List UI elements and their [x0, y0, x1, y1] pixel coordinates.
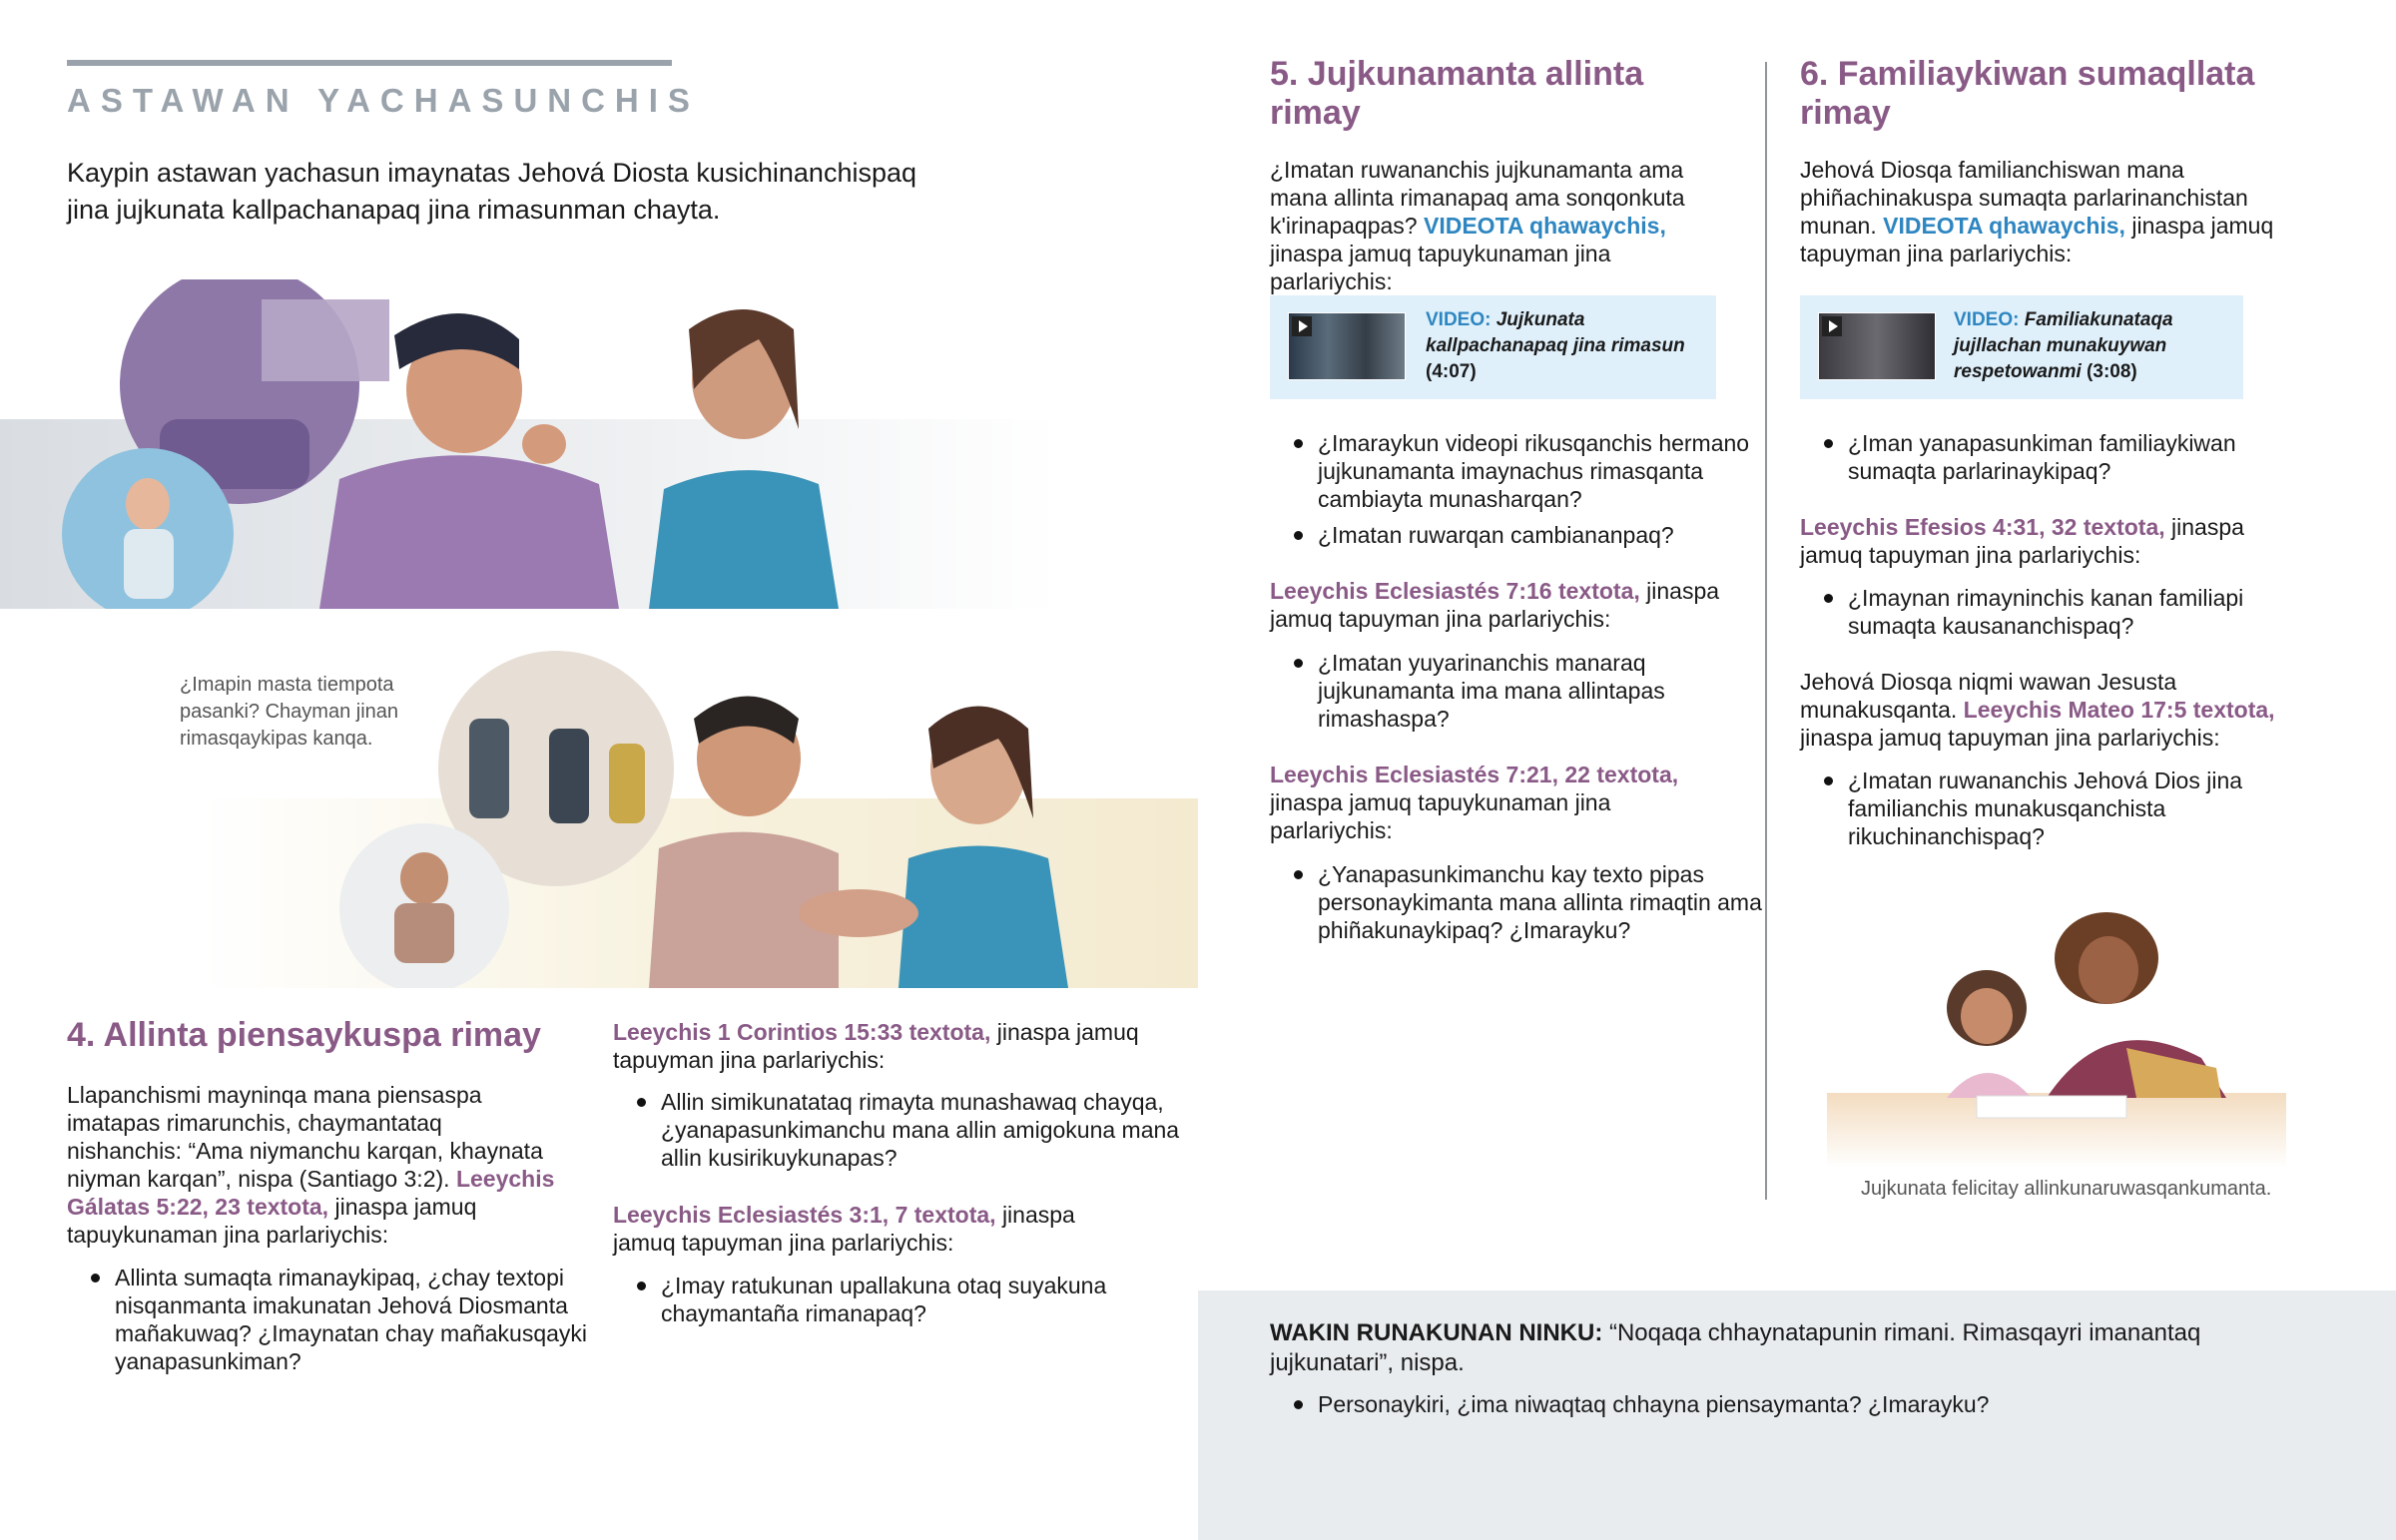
video-link-section-5[interactable]: VIDEOTA qhawaychis, — [1424, 213, 1666, 239]
section-6-list-c — [1800, 767, 2327, 858]
scripture-link-eclesiastes-3[interactable]: Leeychis Eclesiastés 3:1, 7 textota, — [613, 1202, 996, 1228]
ref-instruction: jinaspa jamuq tapuyman jina parlariychis: — [1800, 514, 2244, 568]
list-item: ¿Imaraykun videopi rikusqanchis hermano jujkunamanta imaynachus rimasqanta cambiayta munasharqan? — [1318, 429, 1787, 513]
section-6-list-b — [1800, 584, 2317, 648]
illustration-caption: ¿Imapin masta tiempota pasanki? Chayman jinan rimasqaykipas kanqa. — [180, 674, 399, 750]
section-6-ref-efesios — [1800, 513, 2269, 569]
section-5-text-end: jinaspa jamuq tapuykunaman jina parlariychis: — [1270, 241, 1611, 294]
section-5-list-a — [1270, 429, 1787, 557]
list-item: ¿Imatan ruwarqan cambiananpaq? — [1318, 521, 1787, 549]
section-4-list-a — [67, 1264, 614, 1383]
section-6-text-end: jinaspa jamuq tapuyman jina parlariychis: — [1800, 213, 2274, 266]
section-4-ref-corintios — [613, 1018, 1152, 1074]
footer-list — [1270, 1390, 2216, 1426]
section-6-text-2: Jehová Diosqa niqmi wawan Jesusta munakusqanta. — [1800, 669, 2177, 723]
video-title[interactable]: Jujkunata kallpachanapaq jina rimasun — [1426, 309, 1685, 356]
list-item: Personaykiri, ¿ima niwaqtaq chhayna piensaymanta? ¿Imarayku? — [1318, 1390, 2216, 1418]
ref-instruction: jinaspa jamuq tapuyman jina parlariychis: — [613, 1019, 1139, 1073]
section-4-title: 4. Allinta piensaykuspa rimay — [67, 1016, 541, 1054]
video-title[interactable]: Familiakunataqa jujllachan munakuywan respetowanmi — [1954, 309, 2173, 382]
scripture-link-mateo[interactable]: Leeychis Mateo 17:5 textota, — [1963, 697, 2275, 723]
illustration-mother-child — [1827, 898, 2286, 1168]
section-6-paragraph — [1800, 156, 2299, 267]
video-link-section-6[interactable]: VIDEOTA qhawaychis, — [1883, 213, 2125, 239]
ref-instruction: jinaspa jamuq tapuyman jina parlariychis: — [1270, 578, 1720, 632]
page-header-title: ASTAWAN YACHASUNCHIS — [67, 82, 700, 119]
list-item: ¿Imatan yuyarinanchis manaraq jujkunamanta ima mana allintapas rimashaspa? — [1318, 649, 1787, 733]
section-6-text: Jehová Diosqa familianchiswan mana phiñachinakuspa sumaqta parlarinanchistan munan. — [1800, 157, 2248, 239]
scripture-link-eclesiastes-7-21[interactable]: Leeychis Eclesiastés 7:21, 22 textota, — [1270, 762, 1679, 787]
footer-label: WAKIN RUNAKUNAN NINKU: — [1270, 1319, 1603, 1346]
illustration-argument — [0, 279, 1058, 609]
section-4-list-b — [613, 1088, 1190, 1180]
ref-instruction: jinaspa jamuq tapuykunaman jina parlariychis: — [1270, 789, 1611, 843]
video-card-section-6[interactable] — [1800, 295, 2243, 399]
header-rule — [67, 60, 672, 66]
ref-instruction: jinaspa jamuq tapuyman jina parlariychis: — [613, 1202, 1075, 1256]
list-item: ¿Yanapasunkimanchu kay texto pipas personaykimanta mana allinta rimaqtin ama phiñakunaykipaq? ¿Imarayku? — [1318, 860, 1787, 944]
list-item: Allinta sumaqta rimanaykipaq, ¿chay textopi nisqanmanta imakunatan Jehová Diosmanta mañakuwaq? ¿Imaynatan chay mañakusqayki yanapasunkiman? — [115, 1264, 614, 1375]
scripture-link-corintios[interactable]: Leeychis 1 Corintios 15:33 textota, — [613, 1019, 991, 1045]
video-label: VIDEO: — [1426, 309, 1492, 330]
section-6-list-a — [1800, 429, 2327, 493]
footer-box — [1198, 1290, 2396, 1540]
play-icon — [1822, 316, 1842, 336]
footer-quote — [1270, 1318, 2228, 1378]
video-caption — [1954, 307, 2213, 385]
section-5-list-c — [1270, 860, 1787, 952]
video-label: VIDEO: — [1954, 309, 2020, 330]
scripture-link-eclesiastes-7-16[interactable]: Leeychis Eclesiastés 7:16 textota, — [1270, 578, 1640, 604]
section-6-paragraph-2 — [1800, 668, 2289, 752]
section-5-ref-eclesiastes-7-21 — [1270, 761, 1719, 844]
section-5-ref-eclesiastes-7-16 — [1270, 577, 1729, 633]
play-icon — [1292, 316, 1312, 336]
video-duration: (4:07) — [1426, 361, 1477, 382]
section-4-text-end: jinaspa jamuq tapuykunaman jina parlariychis: — [67, 1194, 477, 1248]
section-4-ref-eclesiastes — [613, 1201, 1112, 1257]
section-5-paragraph — [1270, 156, 1729, 295]
list-item: ¿Imay ratukunan upallakuna otaq suyakuna chaymantaña rimanapaq? — [661, 1272, 1190, 1327]
column-divider — [1765, 62, 1767, 1200]
list-item: ¿Imatan ruwananchis Jehová Dios jina familianchis munakusqanchista rikuchinanchispaq? — [1848, 767, 2327, 850]
list-item: Allin simikunatataq rimayta munashawaq chayqa, ¿yanapasunkimanchu mana allin amigokuna mana allin kusirikuykunapas? — [661, 1088, 1190, 1172]
section-4-text: Llapanchismi mayninqa mana piensaspa imatapas rimarunchis, chaymantataq nishanchis: “Ama niymanchu karqan, khaynata niyman karqan”, nispa (Santiago 3:2). — [67, 1082, 543, 1192]
section-5-title: 5. Jujkunamanta allinta rimay — [1270, 55, 1644, 132]
intro-text: Kaypin astawan yachasun imaynatas Jehová Diosta kusichinanchispaq jina jujkunata kallpachanapaq jina rimasunman chayta. — [67, 158, 917, 225]
ref-instruction: jinaspa jamuq tapuyman jina parlariychis: — [1800, 725, 2220, 751]
video-duration: (3:08) — [2087, 361, 2137, 382]
scripture-link-galatas[interactable]: Leeychis Gálatas 5:22, 23 textota, — [67, 1166, 555, 1220]
list-item: ¿Iman yanapasunkiman familiaykiwan sumaqta parlarinaykipaq? — [1848, 429, 2327, 485]
illustration-caption-mother-child: Jujkunata felicitay allinkunaruwasqankumanta. — [1861, 1178, 2272, 1200]
footer-quote-text: “Noqaqa chhaynatapunin rimani. Rimasqayri imanantaq jujkunatari”, nispa. — [1270, 1319, 2201, 1376]
list-item: ¿Imaynan rimayninchis kanan familiapi sumaqta kausananchispaq? — [1848, 584, 2317, 640]
section-5-text: ¿Imatan ruwananchis jujkunamanta ama mana allinta rimanapaq ama sonqonkuta k'irinapaqpas? — [1270, 157, 1685, 239]
section-6-title: 6. Familiaykiwan sumaqllata rimay — [1800, 55, 2255, 132]
video-thumbnail[interactable] — [1818, 312, 1936, 380]
section-4-list-c — [613, 1272, 1190, 1335]
section-5-list-b — [1270, 649, 1787, 741]
section-4-paragraph — [67, 1081, 556, 1249]
video-thumbnail[interactable] — [1288, 312, 1406, 380]
video-card-section-5[interactable] — [1270, 295, 1716, 399]
video-caption — [1426, 307, 1705, 385]
scripture-link-efesios[interactable]: Leeychis Efesios 4:31, 32 textota, — [1800, 514, 2165, 540]
